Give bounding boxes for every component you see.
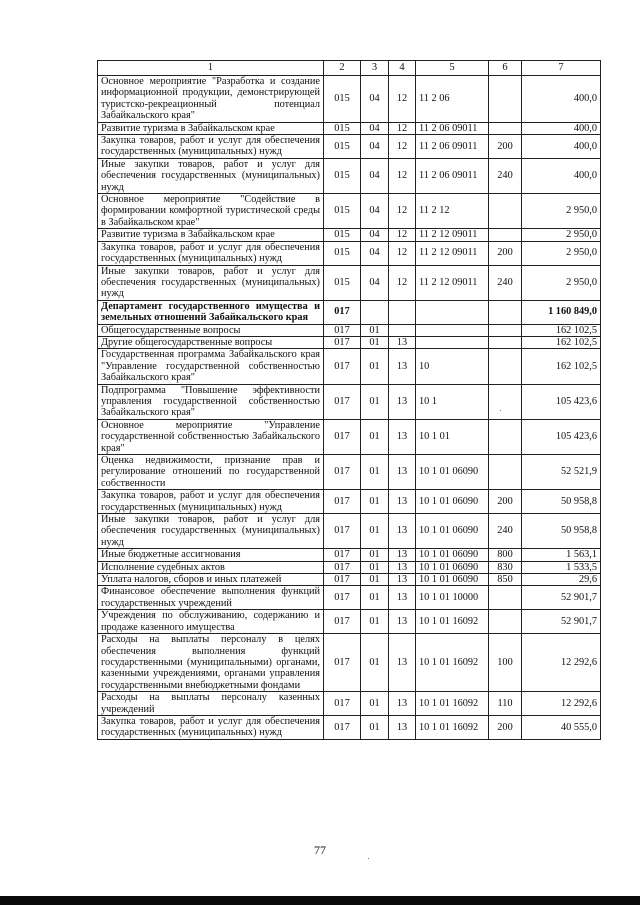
table-row <box>98 490 601 514</box>
row-amount: 2 950,0 <box>522 229 601 241</box>
row-ministry-code: 017 <box>324 634 361 692</box>
row-section-code: 01 <box>361 634 389 692</box>
row-amount: 52 521,9 <box>522 455 601 490</box>
row-target-code: 11 2 12 <box>416 194 489 229</box>
header-col-6: 6 <box>489 61 522 76</box>
row-name: Оценка недвижимости, признание прав и регулирование отношений по государственной собственности <box>98 455 324 490</box>
row-target-code: 11 2 06 <box>416 76 489 123</box>
table-row <box>98 194 601 229</box>
row-target-code: 10 1 01 06090 <box>416 514 489 549</box>
table-row <box>98 692 601 716</box>
table-row <box>98 561 601 573</box>
row-target-code <box>416 324 489 336</box>
row-name: Уплата налогов, сборов и иных платежей <box>98 574 324 586</box>
row-target-code: 11 2 06 09011 <box>416 158 489 193</box>
row-name: Расходы на выплаты персоналу в целях обеспечения выполнения функций государственными (муниципальными) органами, казенными учреждениями, органами управления государственными внебюджетными фондами <box>98 634 324 692</box>
row-amount: 50 958,8 <box>522 514 601 549</box>
row-ministry-code: 017 <box>324 586 361 610</box>
table-row <box>98 76 601 123</box>
row-subsection-code: 13 <box>389 610 416 634</box>
table-row <box>98 336 601 348</box>
row-target-code: 10 1 01 <box>416 419 489 454</box>
row-amount: 400,0 <box>522 76 601 123</box>
row-subsection-code: 13 <box>389 419 416 454</box>
table-row <box>98 419 601 454</box>
row-target-code: 11 2 12 09011 <box>416 265 489 300</box>
row-expense-type: 100 <box>489 634 522 692</box>
row-section-code: 04 <box>361 135 389 159</box>
row-section-code: 04 <box>361 265 389 300</box>
row-amount: 105 423,6 <box>522 419 601 454</box>
row-name: Закупка товаров, работ и услуг для обеспечения государственных (муниципальных) нужд <box>98 135 324 159</box>
row-ministry-code: 017 <box>324 300 361 324</box>
row-expense-type: 200 <box>489 715 522 739</box>
table-row <box>98 610 601 634</box>
row-target-code: 10 1 01 06090 <box>416 490 489 514</box>
row-expense-type <box>489 229 522 241</box>
row-amount: 2 950,0 <box>522 241 601 265</box>
row-expense-type: 200 <box>489 241 522 265</box>
row-ministry-code: 017 <box>324 324 361 336</box>
row-subsection-code: 12 <box>389 158 416 193</box>
row-target-code: 10 1 01 16092 <box>416 692 489 716</box>
row-section-code: 01 <box>361 715 389 739</box>
row-target-code: 10 1 01 06090 <box>416 455 489 490</box>
table-row <box>98 384 601 419</box>
row-name: Другие общегосударственные вопросы <box>98 336 324 348</box>
table-row <box>98 241 601 265</box>
row-section-code: 01 <box>361 514 389 549</box>
page-number: 77 <box>314 843 326 857</box>
row-subsection-code <box>389 324 416 336</box>
row-subsection-code: 12 <box>389 122 416 134</box>
row-subsection-code: 13 <box>389 490 416 514</box>
row-expense-type: 850 <box>489 574 522 586</box>
row-expense-type: 240 <box>489 158 522 193</box>
row-amount: 12 292,6 <box>522 692 601 716</box>
row-section-code: 01 <box>361 419 389 454</box>
row-name: Основное мероприятие "Разработка и создание информационной продукции, демонстрирующей туристско-рекреационный потенциал Забайкальского края" <box>98 76 324 123</box>
row-subsection-code: 13 <box>389 715 416 739</box>
table-row <box>98 549 601 561</box>
row-section-code: 04 <box>361 194 389 229</box>
row-ministry-code: 017 <box>324 490 361 514</box>
row-target-code: 10 1 01 10000 <box>416 586 489 610</box>
header-col-7: 7 <box>522 61 601 76</box>
row-section-code: 01 <box>361 549 389 561</box>
row-ministry-code: 017 <box>324 574 361 586</box>
row-section-code: 04 <box>361 76 389 123</box>
row-amount: 162 102,5 <box>522 349 601 384</box>
row-ministry-code: 015 <box>324 241 361 265</box>
row-amount: 400,0 <box>522 135 601 159</box>
table-row <box>98 634 601 692</box>
row-section-code: 01 <box>361 610 389 634</box>
row-expense-type: 110 <box>489 692 522 716</box>
row-expense-type: 240 <box>489 265 522 300</box>
row-target-code <box>416 300 489 324</box>
row-amount: 400,0 <box>522 122 601 134</box>
table-row <box>98 300 601 324</box>
row-ministry-code: 017 <box>324 715 361 739</box>
row-subsection-code: 12 <box>389 76 416 123</box>
row-ministry-code: 015 <box>324 194 361 229</box>
row-expense-type <box>489 384 522 419</box>
row-subsection-code: 13 <box>389 455 416 490</box>
row-name: Иные закупки товаров, работ и услуг для обеспечения государственных (муниципальных) нужд <box>98 158 324 193</box>
row-section-code: 04 <box>361 229 389 241</box>
row-name: Исполнение судебных актов <box>98 561 324 573</box>
row-section-code: 01 <box>361 490 389 514</box>
row-amount: 105 423,6 <box>522 384 601 419</box>
row-ministry-code: 017 <box>324 561 361 573</box>
row-subsection-code: 12 <box>389 241 416 265</box>
row-target-code: 10 1 01 06090 <box>416 561 489 573</box>
row-amount: 2 950,0 <box>522 194 601 229</box>
row-expense-type <box>489 610 522 634</box>
row-amount: 162 102,5 <box>522 336 601 348</box>
row-target-code: 11 2 12 09011 <box>416 241 489 265</box>
row-target-code: 10 1 01 06090 <box>416 549 489 561</box>
row-name: Подпрограмма "Повышение эффективности управления государственной собственностью Забайкальского края" <box>98 384 324 419</box>
row-section-code: 01 <box>361 349 389 384</box>
row-amount: 1 563,1 <box>522 549 601 561</box>
row-section-code: 04 <box>361 158 389 193</box>
row-expense-type <box>489 300 522 324</box>
row-expense-type: 800 <box>489 549 522 561</box>
row-subsection-code: 13 <box>389 692 416 716</box>
row-name: Закупка товаров, работ и услуг для обеспечения государственных (муниципальных) нужд <box>98 490 324 514</box>
table-row <box>98 455 601 490</box>
table-row <box>98 715 601 739</box>
row-subsection-code: 13 <box>389 336 416 348</box>
row-amount: 162 102,5 <box>522 324 601 336</box>
row-target-code: 10 1 01 06090 <box>416 574 489 586</box>
row-expense-type: 200 <box>489 490 522 514</box>
row-ministry-code: 015 <box>324 122 361 134</box>
row-expense-type <box>489 194 522 229</box>
row-name: Департамент государственного имущества и земельных отношений Забайкальского края <box>98 300 324 324</box>
row-name: Иные бюджетные ассигнования <box>98 549 324 561</box>
row-ministry-code: 015 <box>324 158 361 193</box>
row-name: Развитие туризма в Забайкальском крае <box>98 122 324 134</box>
row-ministry-code: 017 <box>324 336 361 348</box>
row-ministry-code: 015 <box>324 265 361 300</box>
row-amount: 40 555,0 <box>522 715 601 739</box>
table-header-row <box>98 61 601 76</box>
table-row <box>98 229 601 241</box>
row-ministry-code: 017 <box>324 455 361 490</box>
budget-table <box>97 60 601 740</box>
row-ministry-code: 015 <box>324 76 361 123</box>
table-row <box>98 586 601 610</box>
row-subsection-code: 13 <box>389 514 416 549</box>
row-amount: 400,0 <box>522 158 601 193</box>
row-ministry-code: 017 <box>324 419 361 454</box>
row-section-code: 01 <box>361 586 389 610</box>
row-section-code: 01 <box>361 336 389 348</box>
row-target-code: 11 2 12 09011 <box>416 229 489 241</box>
row-subsection-code: 13 <box>389 586 416 610</box>
row-target-code <box>416 336 489 348</box>
row-section-code: 01 <box>361 324 389 336</box>
row-subsection-code: 13 <box>389 634 416 692</box>
row-section-code: 01 <box>361 692 389 716</box>
row-ministry-code: 015 <box>324 135 361 159</box>
row-section-code: 04 <box>361 122 389 134</box>
row-target-code: 11 2 06 09011 <box>416 122 489 134</box>
row-name: Общегосударственные вопросы <box>98 324 324 336</box>
row-subsection-code: 12 <box>389 265 416 300</box>
row-section-code: 01 <box>361 455 389 490</box>
row-ministry-code: 017 <box>324 514 361 549</box>
row-expense-type <box>489 336 522 348</box>
scan-border-bar <box>0 896 640 905</box>
row-subsection-code: 13 <box>389 549 416 561</box>
row-section-code: 01 <box>361 561 389 573</box>
row-expense-type <box>489 122 522 134</box>
table-row <box>98 514 601 549</box>
row-subsection-code: 13 <box>389 384 416 419</box>
row-expense-type <box>489 349 522 384</box>
row-amount: 1 160 849,0 <box>522 300 601 324</box>
row-name: Иные закупки товаров, работ и услуг для обеспечения государственных (муниципальных) нужд <box>98 514 324 549</box>
header-col-1: 1 <box>98 61 324 76</box>
row-subsection-code: 13 <box>389 349 416 384</box>
row-amount: 2 950,0 <box>522 265 601 300</box>
row-subsection-code: 13 <box>389 574 416 586</box>
row-ministry-code: 015 <box>324 229 361 241</box>
row-ministry-code: 017 <box>324 349 361 384</box>
row-subsection-code <box>389 300 416 324</box>
row-amount: 52 901,7 <box>522 586 601 610</box>
scan-speck <box>368 858 369 859</box>
header-col-3: 3 <box>361 61 389 76</box>
row-section-code: 01 <box>361 574 389 586</box>
row-ministry-code: 017 <box>324 384 361 419</box>
row-name: Основное мероприятие "Содействие в формировании комфортной туристической среды в Забайкальском крае" <box>98 194 324 229</box>
row-name: Развитие туризма в Забайкальском крае <box>98 229 324 241</box>
row-subsection-code: 12 <box>389 194 416 229</box>
table-row <box>98 122 601 134</box>
row-target-code: 11 2 06 09011 <box>416 135 489 159</box>
row-section-code <box>361 300 389 324</box>
row-name: Закупка товаров, работ и услуг для обеспечения государственных (муниципальных) нужд <box>98 715 324 739</box>
row-target-code: 10 1 01 16092 <box>416 610 489 634</box>
table-row <box>98 265 601 300</box>
header-col-2: 2 <box>324 61 361 76</box>
row-name: Закупка товаров, работ и услуг для обеспечения государственных (муниципальных) нужд <box>98 241 324 265</box>
table-row <box>98 574 601 586</box>
row-expense-type: 830 <box>489 561 522 573</box>
row-name: Государственная программа Забайкальского края "Управление государственной собственностью Забайкальского края" <box>98 349 324 384</box>
row-amount: 52 901,7 <box>522 610 601 634</box>
row-ministry-code: 017 <box>324 610 361 634</box>
row-section-code: 01 <box>361 384 389 419</box>
row-target-code: 10 1 <box>416 384 489 419</box>
row-name: Основное мероприятие "Управление государственной собственностью Забайкальского края" <box>98 419 324 454</box>
row-name: Финансовое обеспечение выполнения функций государственных учреждений <box>98 586 324 610</box>
table-row <box>98 158 601 193</box>
row-amount: 29,6 <box>522 574 601 586</box>
row-expense-type <box>489 76 522 123</box>
table-row <box>98 324 601 336</box>
scan-speck <box>500 410 501 411</box>
row-amount: 50 958,8 <box>522 490 601 514</box>
row-section-code: 04 <box>361 241 389 265</box>
row-expense-type: 240 <box>489 514 522 549</box>
row-amount: 12 292,6 <box>522 634 601 692</box>
header-col-5: 5 <box>416 61 489 76</box>
table-row <box>98 349 601 384</box>
row-amount: 1 533,5 <box>522 561 601 573</box>
table-row <box>98 135 601 159</box>
row-subsection-code: 12 <box>389 229 416 241</box>
row-subsection-code: 12 <box>389 135 416 159</box>
row-name: Расходы на выплаты персоналу казенных учреждений <box>98 692 324 716</box>
header-col-4: 4 <box>389 61 416 76</box>
row-ministry-code: 017 <box>324 549 361 561</box>
row-expense-type <box>489 324 522 336</box>
row-target-code: 10 <box>416 349 489 384</box>
row-subsection-code: 13 <box>389 561 416 573</box>
row-name: Учреждения по обслуживанию, содержанию и продаже казенного имущества <box>98 610 324 634</box>
row-expense-type: 200 <box>489 135 522 159</box>
row-name: Иные закупки товаров, работ и услуг для обеспечения государственных (муниципальных) нужд <box>98 265 324 300</box>
row-target-code: 10 1 01 16092 <box>416 715 489 739</box>
row-expense-type <box>489 419 522 454</box>
row-ministry-code: 017 <box>324 692 361 716</box>
row-expense-type <box>489 586 522 610</box>
row-target-code: 10 1 01 16092 <box>416 634 489 692</box>
row-expense-type <box>489 455 522 490</box>
